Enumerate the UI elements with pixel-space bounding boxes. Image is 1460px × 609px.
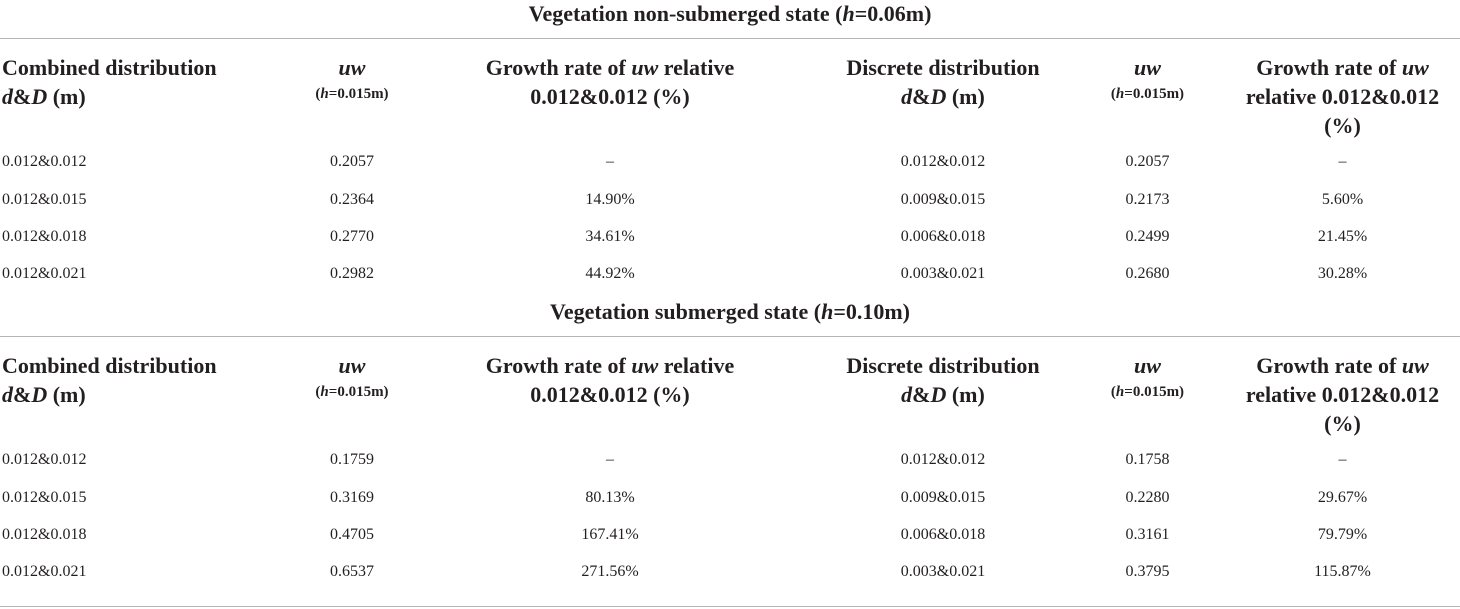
header-text: relative 0.012&0.012 (1245, 382, 1440, 407)
header-var: uw (631, 55, 659, 80)
header-var: h (320, 384, 329, 400)
header-uw-discrete (1075, 351, 1220, 402)
table-cell: 0.2770 (330, 228, 374, 245)
table-cell: 0.2364 (330, 191, 374, 208)
table-cell: 79.79% (1317, 526, 1368, 543)
table-cell: – (606, 451, 614, 468)
table-row (0, 225, 1460, 249)
header-text: (m) (47, 84, 86, 109)
section-title-variable: h (842, 1, 855, 26)
table-cell: 0.012&0.018 (2, 526, 87, 543)
table-cell: 0.012&0.021 (2, 265, 87, 282)
table-row (0, 188, 1460, 212)
header-var: uw (338, 55, 366, 80)
header-discrete-distribution (818, 53, 1068, 111)
table-cell: 34.61% (585, 228, 635, 245)
header-text: & (13, 382, 32, 407)
section-title-text: Vegetation non-submerged state ( (528, 1, 843, 26)
table-cell: 0.012&0.021 (2, 563, 87, 580)
table-row (0, 150, 1460, 174)
table-row (0, 560, 1460, 584)
header-text: (m) (946, 382, 985, 407)
header-sub (272, 382, 432, 402)
table-cell: 115.87% (1314, 563, 1371, 580)
header-line (1225, 351, 1460, 380)
table-cell: 167.41% (581, 526, 639, 543)
table-cell: 0.006&0.018 (900, 228, 986, 245)
table-row (0, 486, 1460, 510)
table-cell: 0.2499 (1125, 228, 1170, 245)
table-cell: – (606, 153, 614, 170)
table-row (0, 523, 1460, 547)
header-text: ( (1110, 384, 1116, 400)
section-rule (0, 38, 1460, 39)
header-var: uw (1401, 55, 1429, 80)
header-growth-rate-discrete (1225, 53, 1460, 140)
header-var: uw (1134, 55, 1161, 80)
table-cell: 0.003&0.021 (900, 563, 986, 580)
table-bottom-rule (0, 606, 1460, 607)
header-text: Combined distribution (2, 353, 217, 378)
header-text: =0.015m) (1124, 86, 1185, 102)
header-line (818, 53, 1068, 82)
header-line (455, 380, 765, 409)
table-row (0, 262, 1460, 286)
header-text: & (912, 382, 931, 407)
header-combined-distribution (2, 53, 292, 111)
table-cell: 0.2057 (1125, 153, 1170, 170)
section-title-text: =0.10m) (833, 299, 911, 324)
header-text: Growth rate of (1256, 55, 1402, 80)
table-cell: 21.45% (1317, 228, 1368, 245)
header-text: ( (315, 384, 321, 400)
header-line (1225, 82, 1460, 111)
table-cell: 80.13% (585, 489, 635, 506)
table-cell: 0.2057 (330, 153, 374, 170)
header-line (272, 53, 432, 82)
header-var: d (901, 84, 913, 109)
header-text: Growth rate of (1256, 353, 1402, 378)
table-cell: 14.90% (585, 191, 635, 208)
table-cell: 0.003&0.021 (900, 265, 986, 282)
header-text: 0.012&0.012 (%) (530, 382, 690, 407)
table-cell: 0.3161 (1125, 526, 1170, 543)
header-var: d (2, 382, 13, 407)
table-cell: 29.67% (1317, 489, 1368, 506)
table-cell: 0.3795 (1125, 563, 1170, 580)
header-line (818, 351, 1068, 380)
header-text: =0.015m) (1124, 384, 1185, 400)
header-line (1225, 111, 1460, 140)
header-line (818, 380, 1068, 409)
header-line (455, 82, 765, 111)
table-cell: 5.60% (1321, 191, 1364, 208)
header-var: D (930, 382, 947, 407)
table-cell: 0.012&0.012 (2, 451, 87, 468)
header-var: d (901, 382, 913, 407)
header-growth-rate-combined (455, 53, 765, 111)
header-line (272, 351, 432, 380)
header-line (2, 82, 292, 111)
header-text: Discrete distribution (846, 353, 1040, 378)
header-var: uw (338, 353, 366, 378)
section-title-variable: h (821, 299, 834, 324)
table-cell: 0.2173 (1125, 191, 1170, 208)
header-var: uw (1401, 353, 1429, 378)
header-line (818, 82, 1068, 111)
header-text: (%) (1324, 411, 1361, 436)
table-cell: 0.6537 (330, 563, 374, 580)
header-text: ( (1110, 86, 1116, 102)
header-text: Discrete distribution (846, 55, 1040, 80)
header-text: & (13, 84, 32, 109)
header-uw-discrete (1075, 53, 1220, 104)
header-text: relative (658, 353, 735, 378)
section-title-text: Vegetation submerged state ( (549, 299, 822, 324)
table-cell: 0.012&0.012 (2, 153, 87, 170)
table-cell: 30.28% (1317, 265, 1368, 282)
header-line (2, 53, 292, 82)
section-title (0, 299, 1460, 325)
header-var: D (930, 84, 947, 109)
header-sub (1075, 84, 1220, 104)
header-text: relative (658, 55, 735, 80)
header-growth-rate-combined (455, 351, 765, 409)
header-text: =0.015m) (328, 86, 389, 102)
table-cell: 0.012&0.012 (900, 451, 986, 468)
header-uw-combined (272, 53, 432, 104)
table-cell: 0.012&0.012 (900, 153, 986, 170)
table-cell: 0.2680 (1125, 265, 1170, 282)
table-cell: 0.012&0.015 (2, 489, 87, 506)
header-sub (1075, 382, 1220, 402)
header-var: h (1115, 86, 1125, 102)
header-text: =0.015m) (328, 384, 389, 400)
header-var: h (320, 86, 329, 102)
header-var: h (1115, 384, 1125, 400)
header-combined-distribution (2, 351, 292, 409)
header-line (455, 351, 765, 380)
header-line (455, 53, 765, 82)
table-row (0, 448, 1460, 472)
header-growth-rate-discrete (1225, 351, 1460, 438)
header-line (1225, 409, 1460, 438)
header-line (1075, 53, 1220, 82)
header-discrete-distribution (818, 351, 1068, 409)
header-var: D (31, 382, 48, 407)
table-cell: – (1338, 451, 1347, 468)
header-line (1225, 53, 1460, 82)
header-text: (m) (47, 382, 86, 407)
header-text: 0.012&0.012 (%) (530, 84, 690, 109)
table-cell: 0.2982 (330, 265, 374, 282)
header-text: Growth rate of (485, 55, 632, 80)
header-sub (272, 84, 432, 104)
table-cell: 0.4705 (330, 526, 374, 543)
header-text: ( (315, 86, 321, 102)
table-cell: 0.1758 (1125, 451, 1170, 468)
table-cell: 0.012&0.015 (2, 191, 87, 208)
table-cell: 0.012&0.018 (2, 228, 87, 245)
header-text: (%) (1324, 113, 1361, 138)
header-uw-combined (272, 351, 432, 402)
header-line (1075, 351, 1220, 380)
table-cell: 0.2280 (1125, 489, 1170, 506)
table-cell: – (1338, 153, 1347, 170)
section-title (0, 1, 1460, 27)
header-var: uw (631, 353, 659, 378)
header-var: D (31, 84, 48, 109)
table-cell: 0.1759 (330, 451, 374, 468)
header-text: (m) (946, 84, 985, 109)
table-cell: 0.009&0.015 (900, 191, 986, 208)
header-text: Combined distribution (2, 55, 217, 80)
table-cell: 0.009&0.015 (900, 489, 986, 506)
header-text: & (912, 84, 931, 109)
header-var: uw (1134, 353, 1161, 378)
table-cell: 44.92% (585, 265, 635, 282)
header-text: relative 0.012&0.012 (1245, 84, 1440, 109)
header-line (2, 380, 292, 409)
section-title-text: =0.06m) (854, 1, 932, 26)
header-var: d (2, 84, 13, 109)
header-line (1225, 380, 1460, 409)
header-text: Growth rate of (485, 353, 632, 378)
header-line (2, 351, 292, 380)
section-rule (0, 336, 1460, 337)
table-cell: 271.56% (581, 563, 639, 580)
table-cell: 0.3169 (330, 489, 374, 506)
table-cell: 0.006&0.018 (900, 526, 986, 543)
